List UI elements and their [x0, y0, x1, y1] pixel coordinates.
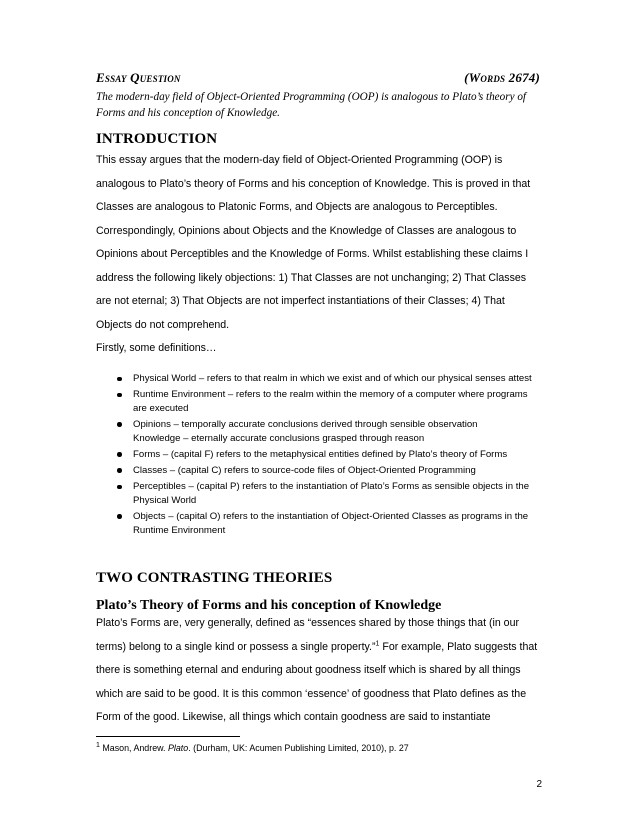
- plato-subheading: Plato’s Theory of Forms and his conception of Knowledge: [96, 598, 442, 613]
- definition-text: Perceptibles – (capital P) refers to the instantiation of Plato’s Forms as sensible objects in the Physical World: [133, 481, 530, 506]
- list-item: [96, 388, 542, 415]
- essay-question-label: Essay Question: [96, 70, 181, 85]
- bullet-icon: [117, 485, 122, 490]
- definition-text: Opinions – temporally accurate conclusions derived through sensible observation Knowledge – eternally accurate conclusions grasped through reason: [133, 418, 478, 444]
- theories-heading: TWO CONTRASTING THEORIES: [96, 570, 333, 586]
- bullet-icon: [117, 422, 122, 427]
- definition-text: Runtime Environment – refers to the realm within the memory of a computer where programs are executed: [133, 389, 528, 414]
- page-number: 2: [536, 779, 542, 790]
- footnote-text: . (Durham, UK: Acumen Publishing Limited, 2010), p. 27: [188, 743, 409, 753]
- footnote-title: Plato: [167, 743, 189, 753]
- bullet-icon: [117, 393, 122, 398]
- list-item: [96, 418, 542, 445]
- definition-text: Forms – (capital F) refers to the metaphysical entities defined by Plato’s theory of Forms: [133, 448, 508, 460]
- essay-question-text: The modern-day field of Object-Oriented Programming (OOP) is analogous to Plato’s theory of Forms and his conception of Knowledge.: [96, 91, 527, 119]
- definitions-list: [96, 372, 542, 540]
- list-item: [96, 480, 542, 507]
- introduction-paragraph: This essay argues that the modern-day field of Object-Oriented Programming (OOP) is analogous to Plato’s theory of Forms and his conception of Knowledge. This is proved in that Classes are analogous to Platonic Forms, and Objects are analogous to Perceptibles. Correspondingly, Opinions about Objects and the Knowledge of Classes are analogous to Opinions about Perceptibles and the Knowledge of Forms. Whilst establishing these claims I address the following likely objections: 1) That Classes are not unchanging; 2) That Classes are not eternal; 3) That Objects are not imperfect instantiations of their Classes; 4) That Objects do not comprehend.: [96, 154, 531, 331]
- list-item: [96, 448, 542, 462]
- paragraph-text: For example, Plato suggests that there is something eternal and enduring about goodness itself which is shared by all things which are said to be good. It is this common ‘essence’ of goodness that Plato defines as the Form of the good. Likewise, all things which contain goodness are said to instantiate: [96, 640, 538, 723]
- word-count: (Words 2674): [464, 70, 540, 85]
- footnote: [96, 742, 542, 754]
- definition-text: Physical World – refers to that realm in which we exist and of which our physical senses attest: [133, 373, 532, 384]
- plato-paragraph: [96, 612, 542, 730]
- paragraph-text: Plato’s Forms are, very generally, defined as “essences shared by those things that (in our terms) belong to a single kind or possess a single property.”: [96, 617, 519, 653]
- footnote-divider: [96, 736, 240, 737]
- introduction-heading: INTRODUCTION: [96, 131, 218, 147]
- footnote-reference[interactable]: 1: [375, 639, 380, 647]
- footnote-text: Mason, Andrew.: [99, 743, 168, 753]
- list-item: [96, 464, 542, 478]
- list-item: [96, 372, 542, 386]
- bullet-icon: [117, 468, 122, 473]
- definition-text: Objects – (capital O) refers to the instantiation of Object-Oriented Classes as programs in the Runtime Environment: [133, 510, 529, 536]
- definition-text: Classes – (capital C) refers to source-code files of Object-Oriented Programming: [133, 464, 476, 476]
- list-item: [96, 510, 542, 537]
- bullet-icon: [117, 452, 122, 457]
- bullet-icon: [117, 377, 122, 382]
- definitions-lead: Firstly, some definitions…: [96, 342, 217, 354]
- bullet-icon: [117, 514, 122, 519]
- footnote-marker: 1: [96, 742, 100, 750]
